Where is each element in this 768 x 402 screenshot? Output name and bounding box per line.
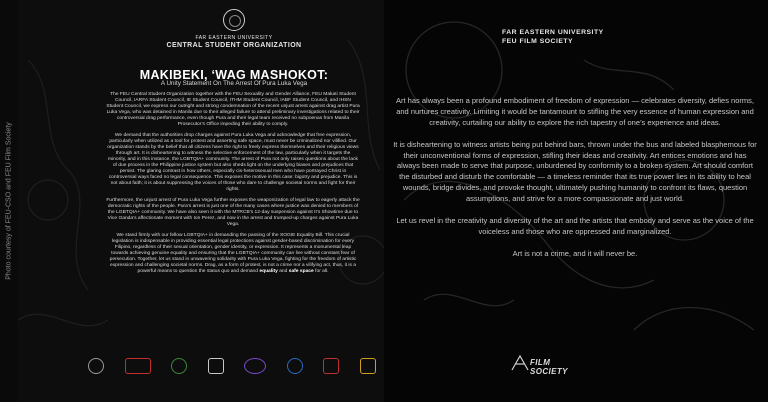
film-society-statement [392, 96, 758, 271]
emblem-logo-icon [287, 358, 303, 374]
photo-credit-text: Photo courtesy of FEU-CSO and FEU Film Society [5, 122, 13, 280]
script-logo-icon [125, 358, 151, 374]
film-society-logo-text: FILM SOCIETY [530, 358, 568, 376]
crest-logo-icon [171, 358, 187, 374]
statement-paragraph: Art is not a crime, and it will never be. [512, 248, 638, 258]
closing-bold-equality: equality [259, 268, 278, 274]
university-name: FAR EASTERN UNIVERSITY [502, 29, 604, 36]
statement-paragraph: Art has always been a profound embodiment of freedom of expression — celebrates diversity, defies norms, and nurtures creativity. Limiting it would be tantamount to stifling the very essence of human expression and creativity, curtailing our ability to explore the rich tapestry of one’s experience and ideas. [396, 96, 754, 127]
organization-name: CENTRAL STUDENT ORGANIZATION [166, 42, 302, 49]
rainbow-logo-icon [244, 358, 266, 374]
university-name: FAR EASTERN UNIVERSITY [195, 35, 273, 41]
statement-paragraph: We demand that the authorities drop charges against Pura Luka Vega and acknowledge that free expression, particularly when utilized as a tool for protest and asserting safe space, must never be criminalized nor vilified. Our organization stands by the belief that all citizens have the right to freely express themselves and their religious views through art. It is disheartening to witness the selective enforcement of the law, particularly when it targets the minority, and in this instance, the LGBTQIA+ community. The arrest of Pura not only raises questions about the lack of due process in the Philippine justice system but also sheds light on the underlying biases and prejudices that persist. The glaring contrast in how others, especially cis-heterosexual men who have portrayed Christ in controversial ways faced no legal consequence. This exposes the motive in this case: bigotry and prejudice. This is not about faith; it is about suppressing the voices of those who dare to challenge societal norms and fight for their rights. [107, 132, 359, 192]
square-logo-icon [360, 358, 376, 374]
statement-closing-paragraph [106, 233, 360, 275]
film-society-logo [510, 350, 582, 376]
badge-logo-icon [323, 358, 339, 374]
film-camera-icon [510, 352, 530, 374]
statement-paragraph: Furthermore, the unjust arrest of Pura Luka Vega further exposes the weaponization of legal law to eagerly attack the democratic rights of the people. Pura’s arrest is just one of the many cases where justice was denied to members of the LGBTQIA+ community. We have also seen it with the MTRCB’s 12-day suspension against It’s Showtime due to Vice Ganda’s affectionate moment with Ion Perez, and now in the arrest and trumped-up charges against Pura Luka Vega. [106, 197, 360, 227]
statement-body [106, 92, 360, 280]
closing-and: and [279, 268, 288, 274]
council-logos-row [88, 355, 376, 377]
society-name: FEU FILM SOCIETY [502, 38, 574, 45]
photo-credit [2, 0, 16, 402]
statement-paragraph: The FEU Central Student Organization together with the FEU Sexuality and Gender Alliance, FEU Makati Student Council, IARFA Student Council, IE Student Council, ITHM Student Council, IABF Student Council, and IHSN Student Council, we express our outright and strong condemnation of the recent unjust arrest against drag artist Pura Luka Vega, who was detained in Manila due to their alleged failure to attend preliminary investigations related to their controversial drag performance, even though Pura and their legal team received no subpoenas from Manila Prosecutor’s Office impeding their ability to comply. [106, 92, 360, 127]
film-society-panel [384, 0, 768, 402]
closing-end: for all. [315, 268, 329, 274]
cso-statement-panel [18, 0, 384, 402]
closing-bold-safe-space: safe space [288, 268, 314, 274]
shield-logo-icon [208, 358, 224, 374]
statement-paragraph: Let us revel in the creativity and diversity of the art and the artists that embody and serve as the voice of the voiceless and those who are oppressed and marginalized. [396, 215, 754, 236]
cso-seal-icon [223, 9, 245, 31]
statement-paragraph: It is disheartening to witness artists being put behind bars, thrown under the bus and labeled blasphemous for their unconventional forms of expression, stifling their ideas and creativity. Art entices emotions and has always been made to serve that purpose, unburdened by conformity to a broken system. Art should comfort the disturbed and disturb the comfortable — a timeless reminder that its true power lies in its ability to heal wounds, bridge divides, and provoke thought, ultimately pushing humanity to confront its flaws, question assumptions, and strive for a more compassionate and just world. [393, 139, 757, 203]
statement-title: MAKIBEKI, ‘WAG MASHOKOT: [139, 68, 329, 82]
statement-subtitle: A Unity Statement On The Arrest Of Pura Luka Vega [160, 80, 308, 87]
closing-text: We stand firmly with our fellow LGBTQIA+ in demanding the passing of the SOGIE Equality Bill. This crucial legislation is indispensable in providing essential legal protections against gender-based discrimination for every Filipino, regardless of their sexual orientation, gender identity, or expression. It represents a monumental leap towards achieving genuine equality and ensuring that the LGBTQIA+ community can live without constant fear of persecution. Together, let us stand in unwavering solidarity with Pura Luka Vega, fighting for the freedom of artistic expression and challenging societal norms. Drag, as a form of protest, is not a crime nor a vilifying act, thus, it is a powerful means to question the status quo and demand [109, 232, 357, 274]
seal-logo-icon [88, 358, 104, 374]
